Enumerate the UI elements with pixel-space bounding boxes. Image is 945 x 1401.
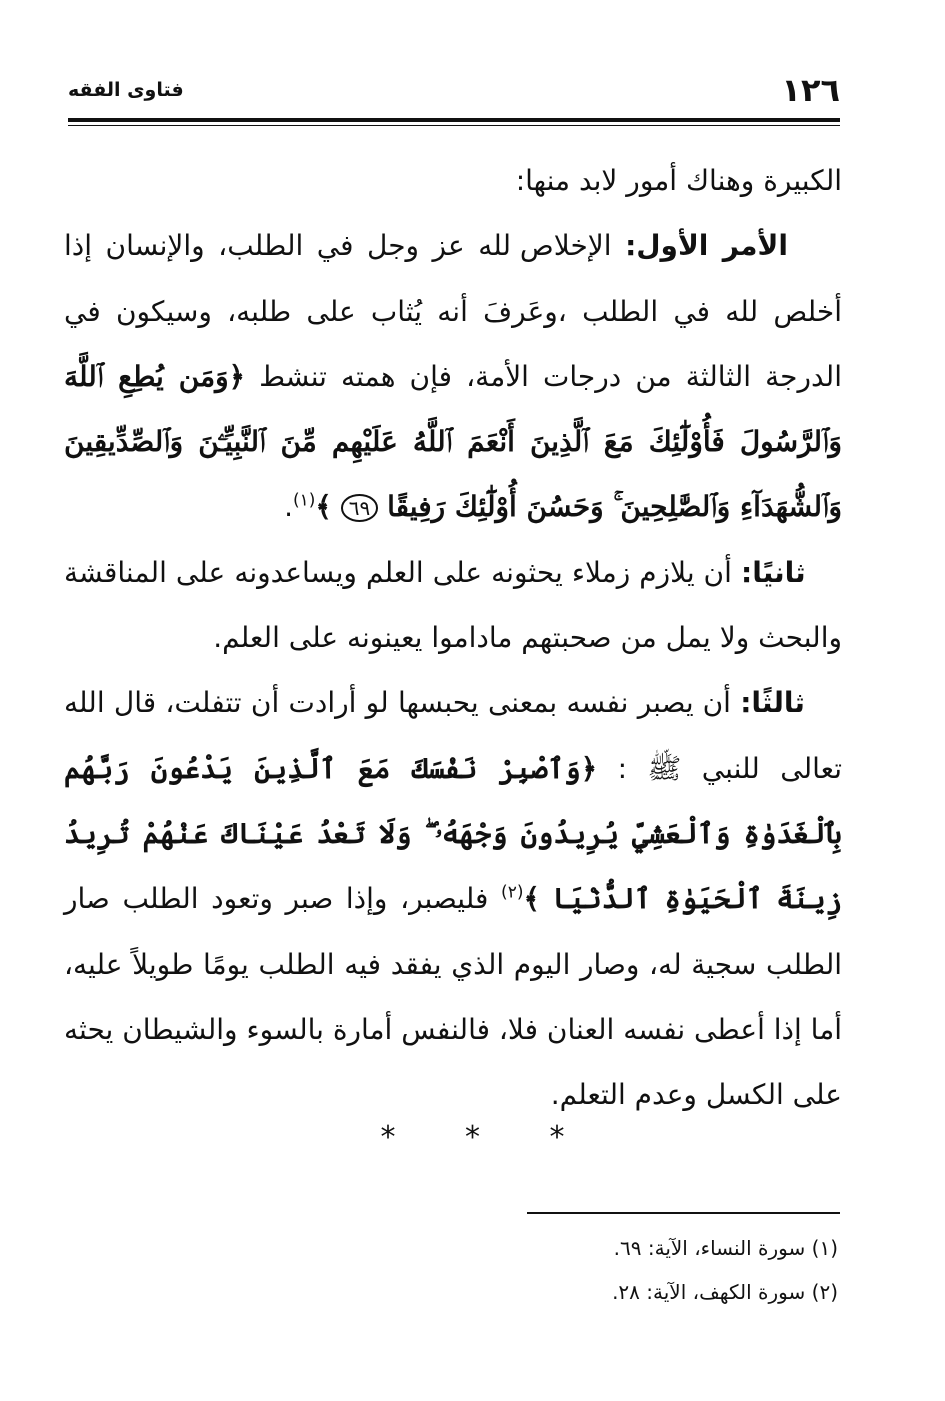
footnote-ref-2: (٢)	[501, 882, 524, 903]
ayah-number-marker: ٦٩	[341, 494, 378, 522]
section-separator	[0, 1118, 945, 1158]
main-text	[64, 148, 842, 1127]
page-number: ١٢٦	[781, 71, 840, 109]
third-matter-heading: ثالثًا:	[740, 686, 805, 720]
asterisk-icon: *	[549, 1120, 565, 1155]
third-matter-conclusion: فليصبر، وإذا صبر وتعود الطلب صار الطلب سجية له، وصار اليوم الذي يفقد فيه الطلب يومًا طويلاً عليه، أما إذا أعطى نفسه العنان فلا، فالنفس أمارة بالسوء والشيطان يحثه على الكسل وعدم التعلم.	[64, 882, 842, 1112]
quran-verse-nisa: وَمَن يُطِعِ ٱللَّهَ وَٱلرَّسُولَ فَأُوْلَٰٓئِكَ مَعَ ٱلَّذِينَ أَنْعَمَ ٱللَّهُ عَلَيْهِم مِّنَ ٱلنَّبِيِّـۧنَ وَٱلصِّدِّيقِينَ وَٱلشُّهَدَآءِ وَٱلصَّٰلِحِينَ ۚ وَحَسُنَ أُوْلَٰٓئِكَ رَفِيقًا	[64, 359, 842, 524]
footnote-2: (٢) سورة الكهف، الآية: ٢٨.	[612, 1280, 838, 1304]
quran-open-bracket-2: ﴿	[580, 751, 598, 785]
footnote-divider	[527, 1212, 840, 1214]
header-rule-thin	[68, 125, 840, 126]
header-rule	[68, 118, 840, 122]
quran-close-bracket: ﴾	[315, 490, 332, 524]
footnote-1: (١) سورة النساء، الآية: ٦٩.	[613, 1236, 838, 1260]
quran-open-bracket: ﴿	[228, 359, 246, 393]
first-matter-heading: الأمر الأول:	[625, 229, 788, 263]
quran-verse-kahf: وَٱصْبِرْ نَفْسَكَ مَعَ ٱلَّذِينَ يَدْعُونَ رَبَّهُم بِٱلْغَدَوٰةِ وَٱلْعَشِيِّ يُرِيدُونَ وَجْهَهُۥ ۖ وَلَا تَعْدُ عَيْنَاكَ عَنْهُمْ تُرِيدُ زِينَةَ ٱلْحَيَوٰةِ ٱلدُّنْيَا	[64, 751, 843, 916]
page-header	[68, 72, 840, 122]
second-matter-heading: ثانيًا:	[741, 555, 806, 589]
third-matter-text: أن يصبر نفسه بمعنى يحبسها لو أرادت أن تتفلت، قال الله تعالى للنبي ﷺ :	[64, 686, 842, 785]
asterisk-icon: *	[465, 1120, 480, 1155]
paragraph-third-matter	[64, 670, 842, 1127]
second-matter-text: أن يلازم زملاء يحثونه على العلم ويساعدونه على المناقشة والبحث ولا يمل من صحبتهم ماداموا يعينونه على العلم.	[64, 555, 842, 655]
asterisk-icon: *	[380, 1120, 396, 1155]
first-matter-text: الإخلاص لله عز وجل في الطلب، والإنسان إذا أخلص لله في الطلب ،وعَرفَ أنه يُثاب على طلبه، وسيكون في الدرجة الثالثة من درجات الأمة، فإن همته تنشط	[64, 229, 842, 393]
running-title: فتاوى الفقه	[68, 79, 184, 101]
paragraph-intro	[64, 148, 842, 213]
paragraph-first-matter: الأمر الأول: الإخلاص لله عز وجل في الطلب، والإنسان إذا أخلص لله في الطلب ،وعَرفَ أنه يُثاب على طلبه، وسيكون في الدرجة الثالثة من درجات الأمة، فإن همته تنشط ﴿وَمَن يُطِعِ ٱللَّهَ وَٱلرَّسُولَ فَأُوْلَٰٓئِكَ مَعَ ٱلَّذِينَ أَنْعَمَ ٱللَّهُ عَلَيْهِم مِّنَ ٱلنَّبِيِّـۧنَ وَٱلصِّدِّيقِينَ وَٱلشُّهَدَآءِ وَٱلصَّٰلِحِينَ ۚ وَحَسُنَ أُوْلَٰٓئِكَ رَفِيقًا ٦٩ ﴾$^{(١)}$.	[64, 229, 842, 524]
intro-text: الكبيرة وهناك أمور لابد منها:	[515, 164, 842, 197]
quran-close-bracket-2: ﴾	[523, 882, 540, 916]
footnote-ref-1: (١)	[292, 491, 316, 512]
footnotes	[440, 1226, 838, 1314]
paragraph-second-matter	[64, 540, 842, 671]
